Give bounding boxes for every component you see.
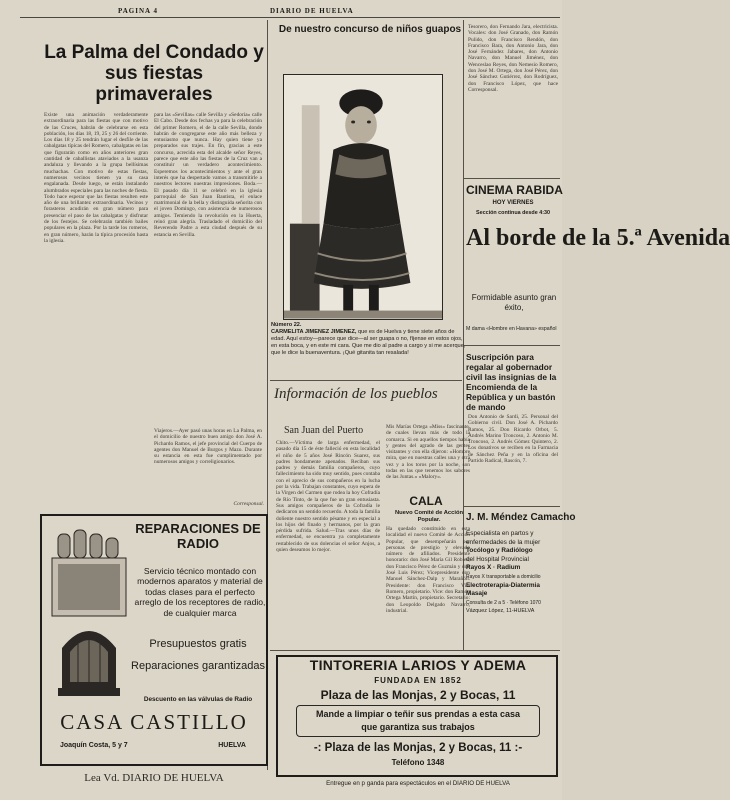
caption-name: CARMELITA JIMENEZ JIMENEZ, [271, 329, 357, 335]
doctor-line: Rayos X transportable a domicilio [466, 573, 541, 580]
palma-column-2: para las «Sevillas» calle Sevilla y «Sedoria» calle El Cabo. Desde dos fechas ya para la celebración del primer Romero, el de la calle Sevilla, donde habrán de congregarse este año más belleza y entusiasmo que nunca. Hay quien tiene ya preparados sus trajes. En fin, gracias a este concurso, acrecida esta del alcalde señor Reyes, parece que este año las fiestas de la Cruz van a constituir un verdadero acontecimiento. Esperemos los acontecimientos y ante el gran interés que ha despertado vamos a transmitirle a nuestros lectores nuestras impresiones. Boda.—El pasado día 11 se celebró en la iglesia parroquial de San Juan Bautista, el enlace matrimonial de la bella y distinguida señorita con el joven Domingo, con asistencia de numerosos amigos. Temiendo la revolución en la Huerta, reinó gran alegría. Trasladado el domicilio del Reverendo Padre a esta ciudad después de su estancia en Sevilla. [154, 112, 262, 238]
cala-subtitle: Nuevo Comité de Acción Popular. [394, 510, 464, 523]
sanjuan-text: Chito.—Víctima de larga enfermedad, el pasado día 15 de éste falleció en esta localidad el niño de 5 años José Rincón Suarez, sus padres hondamente apenados. Reciban sus padres y demás familia compañeros, cuyo fallecimiento ha sido muy sentido, pues contaba con el aprecio de sus compañeros en la lucha por la vida. Trabajan constantes, cuyo espera de la Virgen del Carmen que rodea la hoy Cofradía de Río Tinto, de la que fue un gran entusiasta. Sus amigos compañeros de la Cofradía le dedicaron un sentido recuerdo. A toda la familia doliente nuestro sentido pésame y en especial a los hijos del finado y hermanos, por la gran pérdida sufrida. Salud.—Tras unos días de enfermedad, se encuentra ya completamente restablecido de sus dolencias el señor Anjos, a quien deseamos lo mejor. [276, 440, 380, 554]
section-rule [270, 380, 462, 381]
radio-ad-guarantee: Reparaciones garantizadas [131, 660, 265, 672]
radio-ad-shop: CASA CASTILLO [60, 710, 248, 734]
cinema-today: HOY VIERNES [492, 200, 534, 206]
sanjuan-title: San Juan del Puerto [284, 425, 364, 436]
palma-signature: Corresponsal. [233, 501, 264, 507]
read-diario-slogan: Lea Vd. DIARIO DE HUELVA [84, 772, 224, 784]
right-top-text: Tesorero, don Fernando Jara, electricista. Vocales: don José Granado, don Ramón Pulido, don Francisco Rendón, don Francisco Bara, don Antonio Jara, don José Fernández Jabares, don Antonio Navarro, don Manuel Jiménez, don Wenceslao Reyes, don Nemesio Romero, don José M. Ortega, don José Pérez, don José Sánchez Gutiérrez, don Rodríguez, don Francisco López, que hace Corresponsal. [468, 24, 558, 93]
radio-ad-title: REPARACIONES DE RADIO [135, 521, 261, 551]
radio-ad-address [44, 742, 264, 749]
cala-text: Ha quedado constituido en esta localidad el nuevo Comité de Acción Popular, que desempeñarán por personas de prestigio y elevado número de afiliados. Presidente honorario: don José María Gil Robles; don Francisco Pérez de Guzmán y don José Luis Pérez; Vicepresidente don Manuel Sánchez-Dalp y Marañón. Presidente: don Francisco Vila Romero, propietario. Vice: don Ramón Ortega Martín, propietario. Secretario: don Leopoldo Delgado Navarro, industrial. [386, 526, 471, 614]
palma-column-1: Existe una animación verdaderamente extraordinaria para las fiestas que con motivo de las Cruces, habrán de celebrarse en esta población, los días 18, 19, 25 y 26 del corriente. Los días 18 y 25 tendrán lugar el desfile de las cabalgatas típicas del Romero, cabalgatas en las que figurarán como en años anteriores gran cantidad de caballistas ataviados a la usanza andaluza y llevando a la grupa bellísimas muchachas. Con motivo de estas fiestas, numerosos vecinos tienen ya su casa engalanada. Desde luego, se están instalando alumbrados especiales para las noches de fiesta. Todo hace esperar que las fiestas resulten este año de una brillantez extraordinaria. Vecinos y forasteros acudirán en gran número para presenciar el paso de las cabalgatas y disfrutar de los festejos. Se celebrarán también bailes populares en la plaza. Por la tarde los romeros, en gran número, harán la típica procesión hasta la iglesia. [44, 112, 148, 244]
doctor-line: Masaje [466, 590, 488, 598]
doctor-line: Vázquez López, 11-HUELVA [466, 608, 535, 615]
photo-caption [271, 322, 469, 357]
doctor-line: del Hospital Provincial [466, 555, 529, 563]
film-title: Al borde de la 5.ª Avenida [466, 225, 730, 251]
tintoreria-phone: Teléfono 1348 [391, 758, 445, 767]
mid-text: Mis Marías Ortega «Miss» fascinante, de cuales llevan más de todo la comarca. Si en aquellos tiempos había y gentes del agrado de las gentes visitantes y con ella dijeron: «Hombre mira, que en nuestras calles una y otra vez y a los toros por la noche, son todas en las que tenemos los sabores de las Juntas.» «Malory». [386, 424, 470, 481]
section-rule [270, 650, 560, 651]
radio-ad-street: Joaquín Costa, 5 y 7 [60, 742, 128, 749]
info-headline: Información de los pueblos [274, 386, 438, 402]
radio-set-illustration [48, 528, 130, 698]
tintoreria-address-repeat: -: Plaza de las Monjas, 2 y Bocas, 11 :- [313, 742, 523, 754]
contest-headline: De nuestro concurso de niños guapos [278, 24, 462, 35]
tintoreria-title: TINTORERIA LARIOS Y ADEMA [309, 657, 527, 673]
tintoreria-address: Plaza de las Monjas, 2 y Bocas, 11 [320, 688, 516, 702]
cinema-session: Sección continua desde 4:30 [476, 210, 550, 216]
doctor-line: Especialista en partos y [466, 530, 534, 537]
cala-title: CALA [409, 494, 443, 508]
child-portrait-illustration [284, 75, 442, 319]
doctor-line: Rayos X · Radium [466, 564, 521, 572]
tintoreria-slogan-box [296, 705, 540, 737]
doctor-line: Consulta de 2 a 5 · Teléfono 1070 [466, 599, 541, 606]
tintoreria-slogan-2: que garantiza sus trabajos [361, 722, 475, 732]
doctor-details [466, 530, 560, 616]
page-number: PAGINA 4 [118, 7, 158, 15]
doctor-line: enfermedades de la mujer [466, 538, 541, 546]
caption-text: que es de Huelva y tiene siete años de edad. Aquí estoy—parece que dice—al ser guapa o no, fíjense en estos ojos, en esta boca, y en este mi cara. Que me dio al padre a cargo y si me acerque, que le dice la buenaventura. ¡Qué gitanita tan resalada! [271, 329, 466, 356]
doctor-name: J. M. Méndez Camacho [466, 512, 576, 523]
radio-ad-discount: Descuento en las válvulas de Radio [143, 696, 253, 703]
child-photo [283, 74, 443, 320]
palma-headline: La Palma del Condado y sus fiestas primaverales [44, 42, 264, 105]
radio-ad-city: HUELVA [218, 742, 246, 749]
radio-ad-body: Servicio técnico montado con modernos aparatos y material de todas clases para el perfecto arreglo de los receptores de radio, de cualquier marca [134, 566, 266, 618]
cinema-title: CINEMA RABIDA [466, 183, 563, 197]
film-tagline: Formidable asunto gran éxito, [471, 293, 557, 312]
section-rule [464, 178, 560, 179]
tintoreria-founded: FUNDADA EN 1852 [374, 676, 462, 685]
folio-bar [20, 6, 560, 18]
subscription-title [466, 352, 560, 410]
palma-viajeros: Viajeros.—Ayer pasó unas horas en La Palma, en el domicilio de nuestro buen amigo don José A. Pichardo Ramos, el jefe provincial del Cuerpo de agentes don Manuel de Burgos y Mazo. Durante su estancia en esta fue cumplimentado por numerosos amigos y correligionarios. [154, 428, 262, 466]
subscription-list: Don Antonio de Sardi, 25. Personal del Gobierno civil. Don José A. Pichardo Ramos, 25. Don Ricardo Orbot, 5. Andrés Marino Troncoso, 2. Antonio M. Troncoso, 2. Andrés Gómez Quintero, 2. Los donativos se reciben en la Farmacia de Sánchez Peña y en la oficina del Partido Radical, Rascón, 7. [468, 414, 558, 465]
section-rule [464, 506, 560, 507]
radio-ad-quotes: Presupuestos gratis [149, 638, 247, 650]
tintoreria-slogan-1: Mande a limpiar o teñir sus prendas a esta casa [315, 709, 521, 719]
caption-number: Número 22. [271, 322, 302, 328]
section-rule [464, 345, 560, 346]
doctor-line: Tocólogo y Radiólogo [466, 547, 533, 555]
newspaper-name: DIARIO DE HUELVA [270, 7, 354, 15]
subscription-title-text: Suscripción para regalar al gobernador civil las insignias de la Encomienda de la República y un bastón de mando [466, 352, 557, 412]
doctor-line: Electroterapia-Diatermia [466, 581, 540, 589]
film-note: M dama «Hombre en Havana» español [466, 326, 557, 332]
footer-notice: Entregue en p ganda para espectáculos en el DIARIO DE HUELVA [326, 780, 510, 787]
